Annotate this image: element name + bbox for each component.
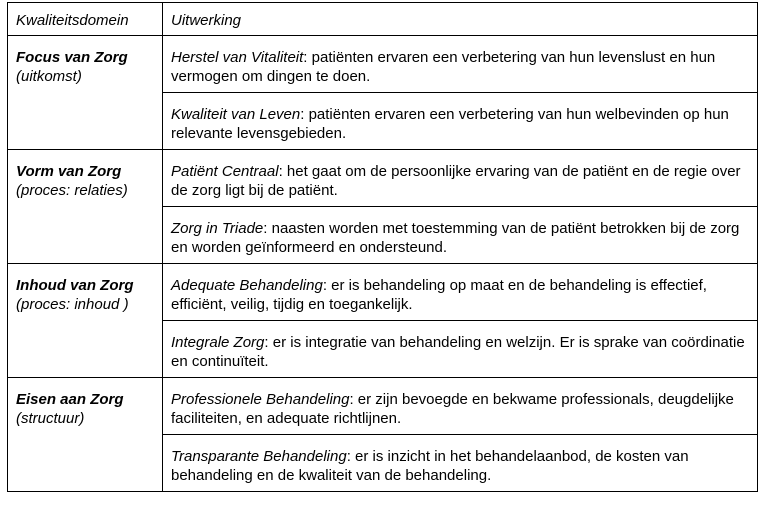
table-row [8, 36, 758, 93]
detail-term: Herstel van Vitaliteit [171, 49, 304, 66]
detail-cell [163, 36, 758, 93]
detail-text: : er zijn bevoegde en bekwame professionals, deugdelijke faciliteiten, en adequate richtlijnen. [171, 391, 734, 427]
domain-cell [8, 264, 163, 378]
domain-name: Eisen aan Zorg [16, 391, 124, 408]
domain-subtitle: (proces: relaties) [16, 182, 128, 199]
domain-cell [8, 378, 163, 492]
header-row [8, 3, 758, 36]
detail-text: : er is integratie van behandeling en welzijn. Er is sprake van coördinatie en continuïteit. [171, 334, 745, 370]
domain-name: Vorm van Zorg [16, 163, 122, 180]
detail-term: Adequate Behandeling [171, 277, 323, 294]
detail-text: : naasten worden met toestemming van de patiënt betrokken bij de zorg en worden geïnformeerd en ondersteund. [171, 220, 740, 256]
domain-name: Focus van Zorg [16, 49, 128, 66]
table-row [8, 378, 758, 435]
detail-text: : het gaat om de persoonlijke ervaring van de patiënt en de regie over de zorg ligt bij de patiënt. [171, 163, 741, 199]
table-row [8, 264, 758, 321]
header-domain: Kwaliteitsdomein [8, 3, 163, 36]
detail-term: Integrale Zorg [171, 334, 265, 351]
detail-cell [163, 435, 758, 492]
detail-cell [163, 93, 758, 150]
detail-term: Kwaliteit van Leven [171, 106, 301, 123]
table-row [8, 150, 758, 207]
header-detail: Uitwerking [163, 3, 758, 36]
detail-term: Zorg in Triade [171, 220, 264, 237]
domain-cell [8, 36, 163, 150]
detail-cell [163, 264, 758, 321]
detail-cell [163, 321, 758, 378]
detail-term: Transparante Behandeling [171, 448, 347, 465]
detail-cell [163, 207, 758, 264]
detail-text: : patiënten ervaren een verbetering van hun levenslust en hun vermogen om dingen te doen. [171, 49, 716, 85]
detail-term: Professionele Behandeling [171, 391, 350, 408]
detail-cell [163, 150, 758, 207]
domain-subtitle: (uitkomst) [16, 68, 82, 85]
detail-term: Patiënt Centraal [171, 163, 279, 180]
domain-subtitle: (proces: inhoud ) [16, 296, 129, 313]
detail-cell [163, 378, 758, 435]
detail-text: : patiënten ervaren een verbetering van hun welbevinden op hun relevante levensgebieden. [171, 106, 729, 142]
domain-subtitle: (structuur) [16, 410, 85, 427]
domain-name: Inhoud van Zorg [16, 277, 134, 294]
domain-cell [8, 150, 163, 264]
quality-domains-table [7, 2, 758, 492]
detail-text: : er is behandeling op maat en de behandeling is effectief, efficiënt, veilig, tijdig en toegankelijk. [171, 277, 707, 313]
detail-text: : er is inzicht in het behandelaanbod, de kosten van behandeling en de kwaliteit van de behandeling. [171, 448, 689, 484]
